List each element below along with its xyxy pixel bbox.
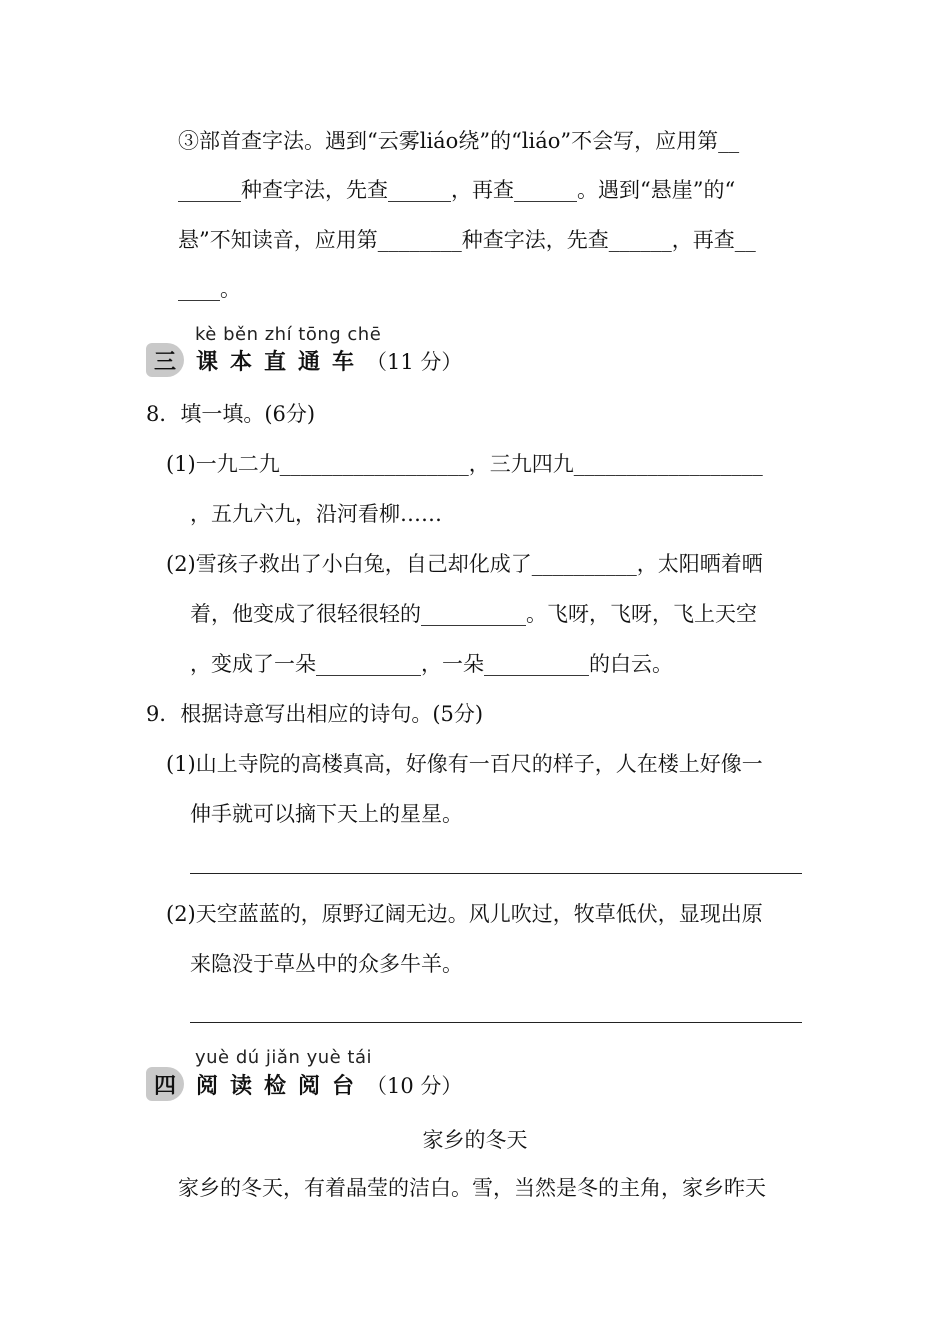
text-line: ______种查字法，先查______，再查______。遇到“悬崖”的“ <box>178 178 736 202</box>
section-title-text: 阅读检阅台 <box>196 1073 367 1099</box>
section-number: 四 <box>146 1067 184 1101</box>
section-title <box>196 345 462 376</box>
section-header <box>146 340 462 380</box>
question-stem: 9．根据诗意写出相应的诗句。(5分) <box>146 702 484 726</box>
text-line: 来隐没于草丛中的众多牛羊。 <box>190 952 463 976</box>
section-header <box>146 1064 462 1104</box>
section-title <box>196 1069 462 1100</box>
answer-line[interactable] <box>190 873 802 874</box>
text-line: (1)山上寺院的高楼真高，好像有一百尺的样子，人在楼上好像一 <box>166 752 763 776</box>
text-line: (1)一九二九__________________，三九四九__________________ <box>166 452 763 476</box>
text-line: 伸手就可以摘下天上的星星。 <box>190 802 463 826</box>
passage-title: 家乡的冬天 <box>422 1128 528 1152</box>
answer-line[interactable] <box>190 1022 802 1023</box>
section-pinyin: kè běn zhí tōng chē <box>195 324 382 345</box>
text-line: ③部首查字法。遇到“云雾liáo绕”的“liáo”不会写，应用第__ <box>178 129 740 153</box>
text-line: 着，他变成了很轻很轻的__________。飞呀，飞呀，飞上天空 <box>190 602 757 626</box>
text-line: ，五九六九，沿河看柳…… <box>190 502 442 526</box>
section-title-text: 课本直通车 <box>196 349 367 375</box>
text-line: ____。 <box>178 277 241 301</box>
section-score: （10 分） <box>366 1073 463 1098</box>
text-line: ，变成了一朵__________，一朵__________的白云。 <box>190 652 673 676</box>
section-number: 三 <box>146 343 184 377</box>
section-score: （11 分） <box>366 349 463 374</box>
question-stem: 8．填一填。(6分) <box>146 402 316 426</box>
text-line: (2)雪孩子救出了小白兔，自己却化成了__________，太阳晒着晒 <box>166 552 763 576</box>
passage-line: 家乡的冬天，有着晶莹的洁白。雪，当然是冬的主角，家乡昨天 <box>178 1176 766 1200</box>
text-line: 悬”不知读音，应用第________种查字法，先查______，再查__ <box>178 228 756 252</box>
section-pinyin: yuè dú jiǎn yuè tái <box>195 1047 373 1068</box>
text-line: (2)天空蓝蓝的，原野辽阔无边。风儿吹过，牧草低伏，显现出原 <box>166 902 763 926</box>
